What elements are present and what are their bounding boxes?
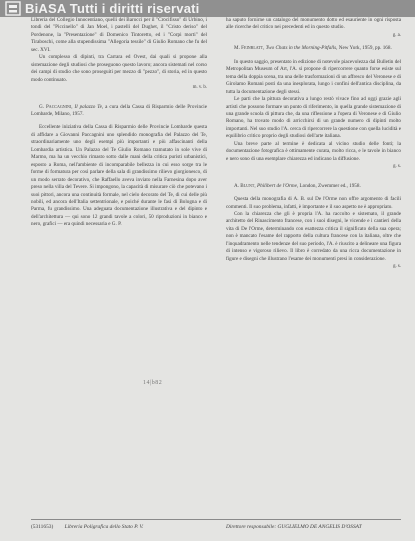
review-author: G. Paccagnini, [39, 103, 73, 110]
footer-left [31, 524, 143, 531]
biasa-logo-icon [4, 0, 22, 17]
footer-printer: Libreria Poligrafica dello Stato P. V. [64, 524, 144, 530]
left-signature-1: m. v. b. [192, 85, 207, 91]
right-intro-paragraph: ha saputo fornirne un catalogo del monumento dotto ed esauriente in ogni risposta alle ricerche del critico nei precedenti ed in questo studio. [226, 17, 401, 31]
footer-code: (5311653) [31, 524, 54, 530]
right-review2-heading [226, 183, 401, 190]
right-review1-paragraph-2: Le parti che la pittura decorativa a lungo restò vivace fino ad oggi grazie agli artisti che possono formare un punto di riferimento, in quella grande sistemazione di una grande scuola di pittura che, da una riflessione a l'opera di Veronese e di Giulio Romano, ha trovato modo di arricchirsi di un grande numero di dipinti molto importanti. Nel suo studio l'A. cerca di ripercorrere la questione con quella lucidità e equilibrio critico proprio degli studiosi dell'arte italiana. [226, 96, 401, 140]
review1-details: New York, 1959, pp. 168. [338, 45, 392, 52]
right-review1-paragraph-3: Una breve parte al termine è dedicata al vicino studio delle fonti; la documentazione fotografica è ottimamente curata, molto ricca, e le tavole in bianco e nero sono di una esemplare chiarezza ed indicano la diffusione. [226, 140, 401, 162]
watermark-banner [0, 0, 415, 17]
right-review1-heading [226, 45, 401, 52]
footer-divider [31, 519, 401, 520]
review2-details: London, Zwemmer ed., 1958. [299, 182, 361, 189]
right-signature-1: g. a. [392, 32, 401, 38]
right-column [226, 17, 401, 271]
right-signature-3: g. s. [393, 264, 401, 270]
left-review-heading [31, 104, 207, 119]
review2-author: A. Blunt, [234, 182, 256, 189]
left-intro-paragraph-1: Libreria del Collegio Innocentiano, quelli dei Barocci per il "Crocifisso" di Urbino, i tondi del "Piccinello" di Jan Moel, i pastelli del Dughet, il "Cristo deriso" del Pordenone, la "Presentazione" di Domenico Tintoretto, ed i "Corpi morti" del Tiraboschi, come alla stupendissima "Allegoria tessile" di Giulio Romano che fu del sec. XVI. [31, 17, 207, 53]
archive-stamp: 14|b82 [143, 380, 163, 386]
review1-author: M. Feinblatt, [234, 45, 265, 52]
left-column [31, 17, 207, 229]
right-review1-paragraph-1: In questo saggio, presentato in edizione di notevole piacevolezza dal Bulletin del Metropolitan Museum of Art, l'A. si propone di ripercorrere quanto forse esiste sul tema della doppia scena, tra una delle trasformazioni di un affresco del Veronese e di Girolamo Romani posti da una inesplorata, lungo i confini dell'antica disciplina, da tutta la documentazione degli stessi. [226, 58, 401, 95]
right-signature-2: g. s. [393, 164, 401, 170]
right-review2-paragraph-1: Questa della monografia di A. B. sul De l'Orme non offre argomento di facili commenti. Il suo problema, infatti, è importante e il suo aspetto ne è appropriato. [226, 196, 401, 210]
left-intro-paragraph-2: Un complesso di dipinti, tra Carrara ed Ovest, dai quali si propone alla sistemazione degli studiosi che proseguono questo lavoro; ancora sistemati nel corso dei campi di studio che sono proseguiti per mezzo di "pezzo", di storia, ed in questo modo continuato. [31, 54, 207, 83]
review1-title: Two Chats in the Morning-Pitfalls, [265, 45, 338, 52]
right-review2-paragraph-2: Con la chiarezza che gli è propria l'A. ha raccolto e sistemato, il grande architetto del Rinascimento francese, con i suoi disegni, le vicende e i cantieri della vita di De l'Orme, determinando con esattezza critica il significato della sua opera; non è mancato l'esame del rapporto della cultura francese con la italiana, oltre che l'inquadramento nelle tendenze del suo periodo, l'A. è riuscito a delineare una figura di intenso e vigoroso rilievo. Il libro è corredato da una ricca documentazione in figure e disegni che illustrano l'esame dei monumenti presi in considerazione. [226, 210, 401, 262]
review-title: Il palazzo Te, [74, 103, 104, 110]
watermark-text: BiASA Tutti i diritti riservati [25, 1, 200, 16]
footer-director: Direttore responsabile: GUGLIELMO DE ANGELIS D'OSSAT [226, 524, 362, 530]
review2-title: Philibert de l'Orme, [256, 182, 299, 189]
left-review-paragraph-1: Eccellente iniziativa della Cassa di Risparmio delle Provincie Lombarde questa di affidare a Giovanni Paccagnini uno splendido monografia del Palazzo del Te, straordinariamente uno degli esempi più importanti e più affascinanti della Lombardia artistica. Un Palazzo del Te Giulio Romano tramutato in sole vive di Marmo, ma ha un vecchio rimasto sotto dalle mani della critica puristi urbanistici, esposto a Roma, nell'ambiente di incomparabile bellezza in cui esso sorge tra le forme di formatura per così parlare della sala di grandissimo rilievo giorgionesco, di un modo serrato decorativo, che Raffaello aveva inviato nella Farnesina dopo aver preso nella villa del Tevere. Si impongono, la capacità di misurare ciò che potevano i suoi pittori, ancora una continuità formale, nel cielo decorato del Te, di cui delle più nobili, ed ancora dell'Italia settentrionale, e poiché durante le fasi di Bologna e di Parma, fu grandissimo. Una adeguata documentazione illustrativa e del dipinto e dell'architettura — qui sono 12 grandi tavole a colori, 50 riproduzioni in bianco e nero, grafici — era quindi necessaria e G. P. [31, 124, 207, 228]
review-details: a cura della Cassa di Risparmio delle Provincie Lombarde, Milano, 1957. [31, 103, 208, 117]
